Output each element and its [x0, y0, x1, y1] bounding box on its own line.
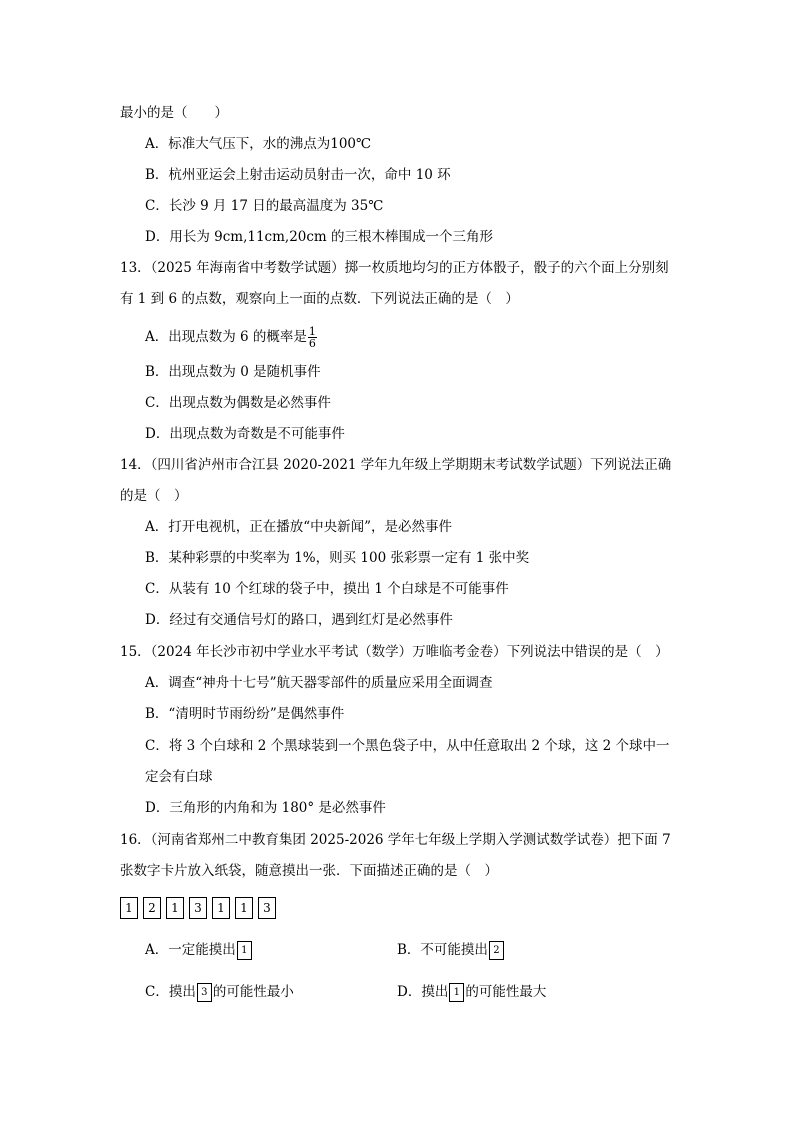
q16-stem-line1: 16．（河南省郑州二中教育集团 2025-2026 学年七年级上学期入学测试数学试卷）把下面 7 [120, 832, 671, 848]
q14-stem-line1: 14．（四川省泸州市合江县 2020-2021 学年九年级上学期期末考试数学试题）下列说法正确 [120, 457, 672, 473]
q16-option-a-text: A．一定能摸出 [145, 942, 236, 958]
q12-option-a: A．标准大气压下，水的沸点为100℃ [145, 136, 372, 152]
q15-option-d: D．三角形的内角和为 180° 是必然事件 [145, 800, 386, 816]
q16-option-c [145, 982, 294, 1002]
q13-stem-line2: 有 1 到 6 的点数，观察向上一面的点数．下列说法正确的是（ ） [120, 291, 519, 307]
q12-stem-tail: 最小的是（ ） [120, 105, 228, 121]
number-card: 3 [189, 897, 207, 919]
number-card: 1 [120, 897, 138, 919]
q15-stem: 15．（2024 年长沙市初中学业水平考试（数学）万唯临考金卷）下列说法中错误的是（ ） [120, 644, 669, 660]
inline-number-card: 2 [489, 941, 504, 960]
q16-option-d [397, 982, 546, 1002]
fraction-numerator: 1 [308, 325, 316, 338]
q15-option-c-line1: C．将 3 个白球和 2 个黑球装到一个黑色袋子中，从中任意取出 2 个球，这 2 个球中一 [145, 738, 670, 754]
q12-option-b: B．杭州亚运会上射击运动员射击一次，命中 10 环 [145, 167, 451, 183]
q16-option-c-suffix: 的可能性最小 [212, 984, 294, 1000]
q14-option-b: B．某种彩票的中奖率为 1%，则买 100 张彩票一定有 1 张中奖 [145, 550, 530, 566]
q16-stem-line2: 张数字卡片放入纸袋，随意摸出一张．下面描述正确的是（ ） [120, 863, 498, 879]
q13-option-b: B．出现点数为 0 是随机事件 [145, 364, 321, 380]
number-card: 3 [258, 897, 276, 919]
q16-option-b [397, 940, 505, 960]
number-card: 2 [143, 897, 161, 919]
q16-option-a [145, 940, 253, 960]
number-card-row [120, 897, 276, 919]
q15-option-a: A．调查“神舟十七号”航天器零部件的质量应采用全面调查 [145, 675, 493, 691]
q13-stem-line1: 13．（2025 年海南省中考数学试题）掷一枚质地均匀的正方体骰子，骰子的六个面上分别刻 [120, 260, 669, 276]
q16-option-d-text: D．摸出 [397, 984, 449, 1000]
q15-option-b: B．“清明时节雨纷纷”是偶然事件 [145, 706, 345, 722]
q12-option-d: D．用长为 9cm,11cm,20cm 的三根木棒围成一个三角形 [145, 229, 494, 245]
q12-option-c: C．长沙 9 月 17 日的最高温度为 35℃ [145, 198, 384, 214]
q13-option-a-text: A．出现点数为 6 的概率是 [145, 329, 307, 345]
q13-option-a [145, 324, 317, 350]
fraction [308, 326, 317, 349]
q13-option-d: D．出现点数为奇数是不可能事件 [145, 426, 345, 442]
q13-option-c: C．出现点数为偶数是必然事件 [145, 395, 331, 411]
q14-stem-line2: 的是（ ） [120, 488, 188, 504]
inline-number-card: 3 [197, 983, 212, 1002]
q16-option-d-suffix: 的可能性最大 [465, 984, 547, 1000]
q15-option-c-line2: 定会有白球 [145, 769, 213, 785]
fraction-denominator: 6 [308, 337, 316, 350]
inline-number-card: 1 [237, 941, 252, 960]
q14-option-a: A．打开电视机，正在播放“中央新闻”，是必然事件 [145, 519, 453, 535]
q16-option-c-text: C．摸出 [145, 984, 196, 1000]
number-card: 1 [166, 897, 184, 919]
q14-option-c: C．从装有 10 个红球的袋子中，摸出 1 个白球是不可能事件 [145, 581, 509, 597]
number-card: 1 [212, 897, 230, 919]
q14-option-d: D．经过有交通信号灯的路口，遇到红灯是必然事件 [145, 612, 453, 628]
number-card: 1 [235, 897, 253, 919]
inline-number-card: 1 [449, 983, 464, 1002]
q16-option-b-text: B．不可能摸出 [397, 942, 488, 958]
